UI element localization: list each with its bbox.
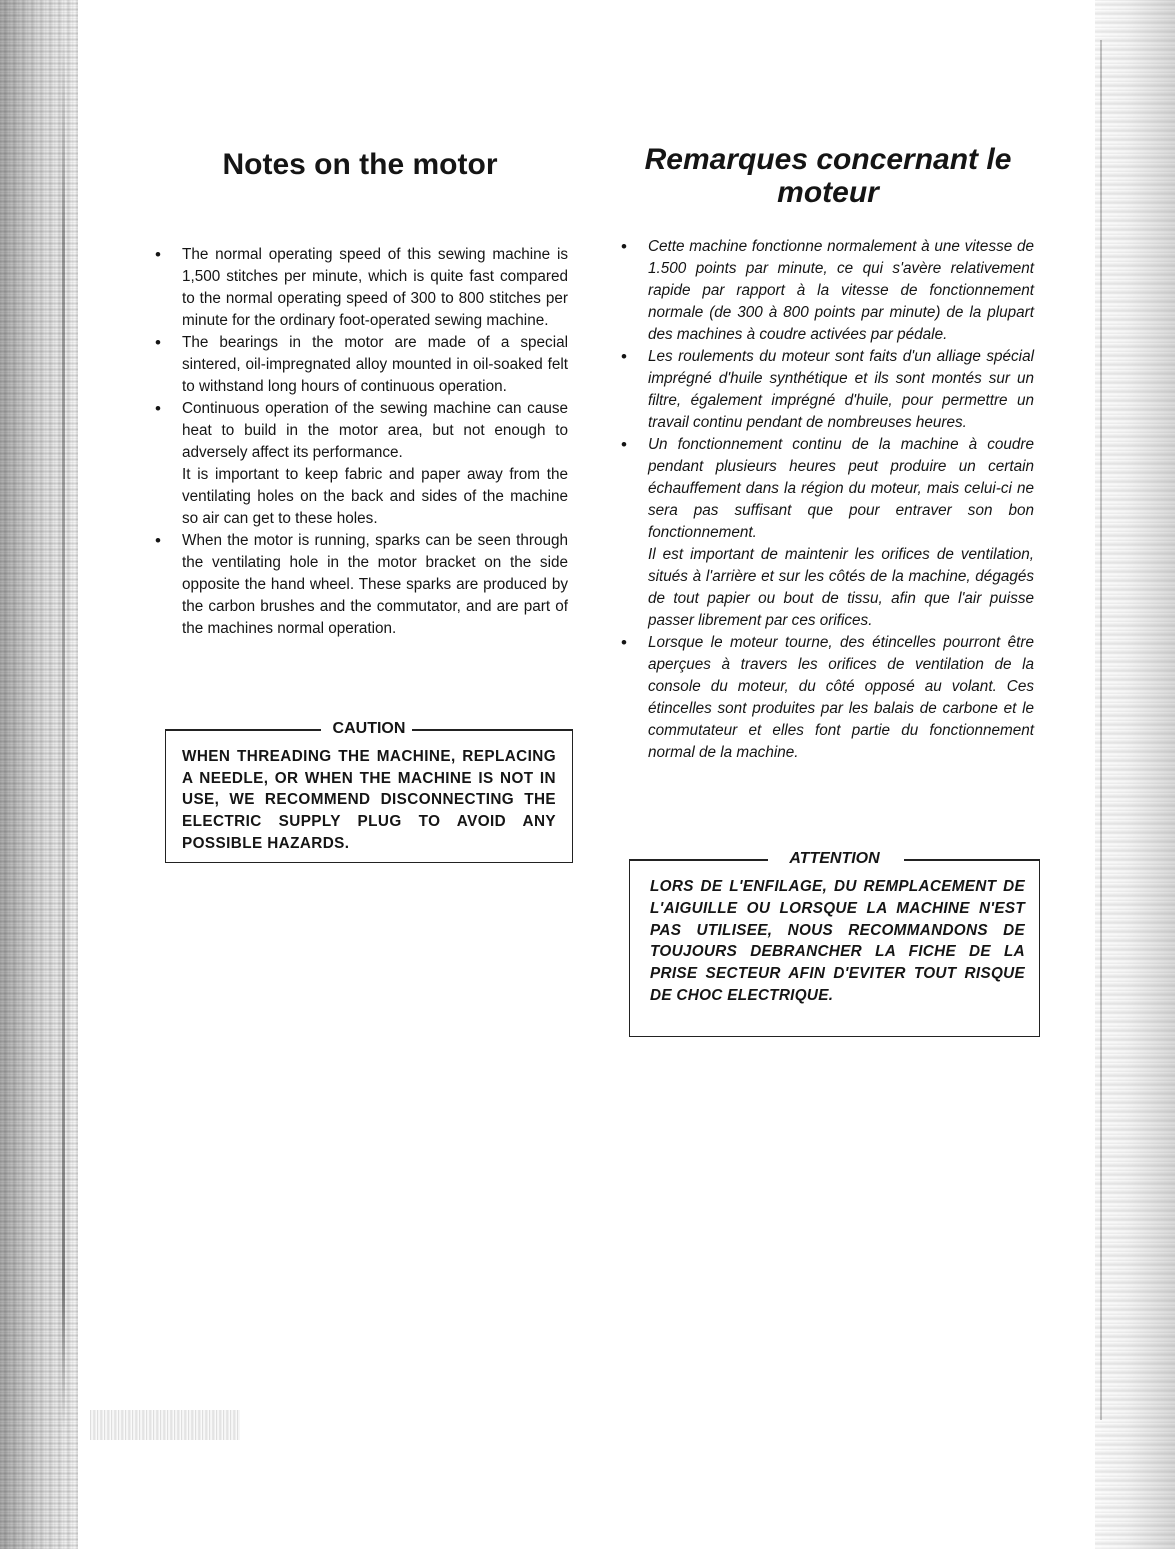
french-notes-list (620, 236, 1034, 764)
list-item (154, 530, 568, 640)
list-item (620, 434, 1034, 632)
note-text: • Cette machine fonctionne normalement à une vitesse de 1.500 points par minute, ce qui s'avère relativement rapide par rapport à la vitesse de fonctionnement normale (de 300 à 800 points par minute) de la plupart des machines à coudre activées par pédale. (648, 238, 1034, 343)
scan-edge-left-line (62, 30, 65, 1430)
caution-box (165, 720, 573, 863)
note-text: • The normal operating speed of this sewing machine is 1,500 stitches per minute, which is quite fast compared to the normal operating speed of 300 to 800 stitches per minute for the ordinary foot-operated sewing machine. (182, 246, 568, 329)
french-heading: Remarques concernant le moteur (644, 143, 1012, 209)
note-text: • Un fonctionnement continu de la machine à coudre pendant plusieurs heures peut produire un certain échauffement dans la région du moteur, mais celui-ci ne sera pas suffisant que pour entraver son bon fonctionnement. (648, 436, 1034, 541)
attention-text: LORS DE L'ENFILAGE, DU REMPLACEMENT DE L'AIGUILLE OU LORSQUE LA MACHINE N'EST PAS UTILISEE, NOUS RECOMMANDONS DE TOUJOURS DEBRANCHER LA FICHE DE LA PRISE SECTEUR AFIN D'EVITER TOUT RISQUE DE CHOC ELECTRIQUE. (650, 878, 1025, 1004)
note-text: • Lorsque le moteur tourne, des étincelles pourront être aperçues à travers les orifices de ventilation de la console du moteur, du côté opposé au volant. Ces étincelles sont produites par les balais de carbone et le commutateur et elles font partie du fonctionnement normal de la machine. (648, 634, 1034, 761)
scan-smudge (90, 1410, 240, 1440)
list-item (620, 632, 1034, 764)
caution-title: CAUTION (332, 720, 406, 737)
english-heading: Notes on the motor (222, 148, 498, 181)
scan-edge-left (0, 0, 78, 1549)
scan-edge-right (1095, 0, 1175, 1549)
list-item (154, 244, 568, 332)
list-item (154, 398, 568, 530)
list-item (154, 332, 568, 398)
attention-box-bottom-rule (630, 1036, 1039, 1038)
attention-title: ATTENTION (789, 850, 880, 867)
note-text: • When the motor is running, sparks can be seen through the ventilating hole in the motor bracket on the side opposite the hand wheel. These sparks are produced by the carbon brushes and the commutator, and are part of the machines normal operation. (182, 532, 568, 637)
note-text: • The bearings in the motor are made of a special sintered, oil-impregnated alloy mounted in oil-soaked felt to withstand long hours of continuous operation. (182, 334, 568, 395)
attention-box (629, 850, 1040, 1037)
list-item (620, 346, 1034, 434)
note-text-extra: Il est important de maintenir les orifices de ventilation, situés à l'arrière et sur les côtés de la machine, dégagés de tout papier ou bout de tissu, afin que l'air puisse passer librement par ces orifices. (648, 546, 1034, 629)
list-item (620, 236, 1034, 346)
note-text-extra: It is important to keep fabric and paper away from the ventilating holes on the back and sides of the machine so air can get to these holes. (182, 466, 568, 527)
caution-text: WHEN THREADING THE MACHINE, REPLACING A NEEDLE, OR WHEN THE MACHINE IS NOT IN USE, WE RECOMMEND DISCONNECTING THE ELECTRIC SUPPLY PLUG TO AVOID ANY POSSIBLE HAZARDS. (182, 748, 556, 852)
english-notes-list (154, 244, 568, 640)
scan-edge-right-line (1100, 40, 1102, 1420)
note-text: • Les roulements du moteur sont faits d'un alliage spécial imprégné d'huile synthétique et ils sont montés sur un filtre, également imprégné d'huile, pour permettre un travail continu pendant de nombreuses heures. (648, 348, 1034, 431)
note-text: • Continuous operation of the sewing machine can cause heat to build in the motor area, but not enough to adversely affect its performance. (182, 400, 568, 461)
